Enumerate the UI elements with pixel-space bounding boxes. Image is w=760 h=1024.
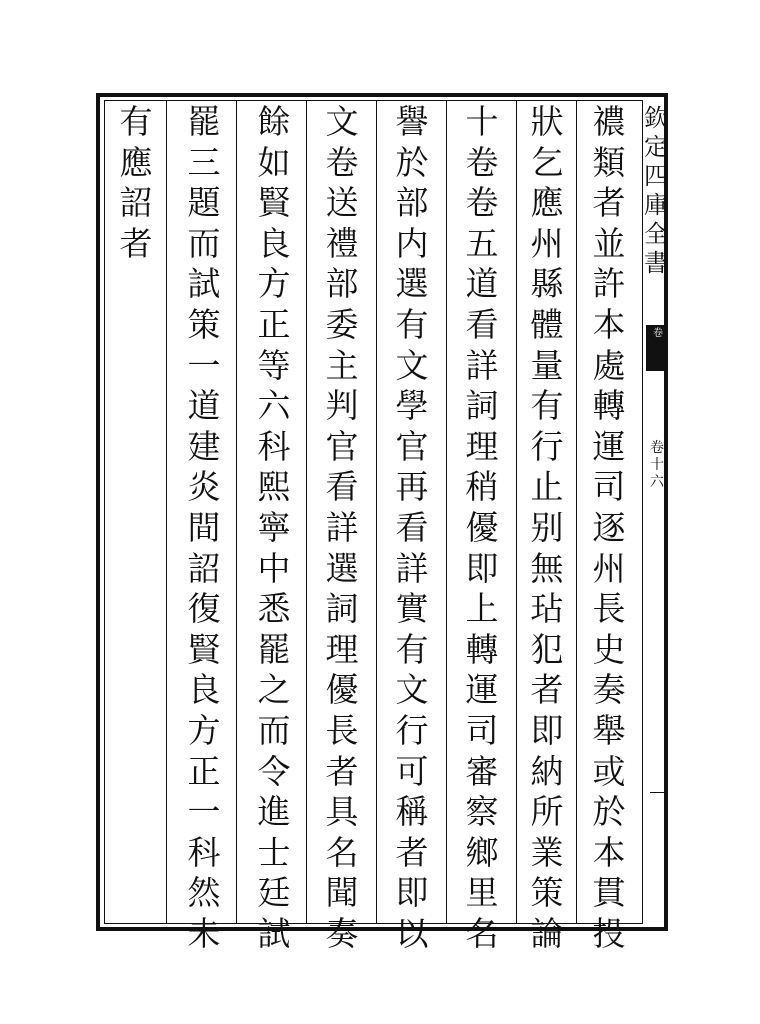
glyph: 禮 (325, 223, 359, 263)
glyph: 玷 (530, 589, 564, 629)
glyph: 所 (530, 792, 564, 832)
glyph: 復 (187, 589, 221, 629)
glyph: 一 (187, 792, 221, 832)
glyph: 應 (530, 183, 564, 223)
glyph: 正 (187, 751, 221, 791)
glyph: 即 (465, 548, 499, 588)
glyph: 有 (530, 386, 564, 426)
glyph: 狀 (530, 102, 564, 141)
glyph: 者 (395, 832, 429, 872)
glyph: 六 (257, 386, 291, 426)
glyph: 科 (187, 832, 221, 872)
glyph: 進 (257, 792, 291, 832)
glyph: 於 (395, 142, 429, 182)
glyph: 看 (395, 507, 429, 547)
glyph: 令 (257, 751, 291, 791)
glyph: 運 (592, 426, 626, 466)
glyph: 禯 (592, 102, 626, 141)
glyph: 史 (592, 629, 626, 669)
glyph: 全 (644, 220, 668, 248)
text-column-3 (454, 102, 510, 953)
glyph: 者 (325, 751, 359, 791)
glyph: 策 (530, 873, 564, 913)
glyph: 詳 (465, 345, 499, 385)
glyph: 即 (530, 710, 564, 750)
glyph: 稱 (395, 792, 429, 832)
glyph: 詳 (325, 507, 359, 547)
glyph: 以 (395, 913, 429, 953)
glyph: 主 (325, 345, 359, 385)
glyph: 稍 (465, 467, 499, 507)
glyph: 譽 (395, 102, 429, 141)
glyph: 轉 (465, 629, 499, 669)
glyph: 官 (395, 426, 429, 466)
glyph: 三 (187, 142, 221, 182)
glyph: 詔 (187, 548, 221, 588)
glyph: 欽 (644, 104, 668, 132)
glyph: 文 (395, 670, 429, 710)
glyph: 文 (395, 345, 429, 385)
juan-number (646, 440, 668, 491)
glyph: 一 (187, 345, 221, 385)
glyph: 司 (592, 467, 626, 507)
glyph: 聞 (325, 873, 359, 913)
glyph: 之 (257, 670, 291, 710)
glyph: 罷 (257, 629, 291, 669)
column-rule (376, 100, 377, 924)
glyph: 卷 (465, 142, 499, 182)
glyph: 四 (644, 162, 668, 190)
glyph: 本 (592, 304, 626, 344)
glyph: 科 (257, 426, 291, 466)
glyph: 詞 (465, 386, 499, 426)
glyph: 賢 (257, 183, 291, 223)
glyph: 良 (257, 223, 291, 263)
glyph: 上 (465, 589, 499, 629)
glyph: 試 (187, 264, 221, 304)
glyph: 乞 (530, 142, 564, 182)
glyph: 中 (257, 548, 291, 588)
glyph: 優 (325, 670, 359, 710)
glyph: 詞 (325, 589, 359, 629)
text-column-5 (314, 102, 370, 953)
glyph: 體 (530, 304, 564, 344)
text-column-7 (176, 102, 232, 953)
text-column-8 (108, 102, 164, 922)
text-column-1 (581, 102, 637, 953)
glyph: 文 (325, 102, 359, 141)
glyph: 應 (119, 142, 153, 182)
glyph: 建 (187, 426, 221, 466)
glyph: 罷 (187, 102, 221, 141)
glyph: 正 (257, 304, 291, 344)
glyph: 而 (257, 710, 291, 750)
glyph: 如 (257, 142, 291, 182)
glyph: 有 (395, 304, 429, 344)
glyph: 類 (592, 142, 626, 182)
glyph: 判 (325, 386, 359, 426)
column-rule (516, 100, 517, 924)
glyph: 犯 (530, 629, 564, 669)
glyph: 官 (325, 426, 359, 466)
glyph: 里 (465, 873, 499, 913)
glyph: 有 (395, 629, 429, 669)
glyph: 書 (644, 249, 668, 277)
glyph: 看 (465, 304, 499, 344)
glyph: 縣 (530, 264, 564, 304)
glyph: 實 (395, 589, 429, 629)
glyph: 卷 (325, 142, 359, 182)
glyph: 别 (530, 507, 564, 547)
glyph: 良 (187, 670, 221, 710)
glyph: 優 (465, 507, 499, 547)
glyph: 即 (395, 873, 429, 913)
glyph: 道 (465, 264, 499, 304)
column-rule (446, 100, 447, 924)
glyph: 長 (592, 589, 626, 629)
glyph: 再 (395, 467, 429, 507)
column-rule (306, 100, 307, 924)
text-column-2 (519, 102, 575, 953)
glyph: 於 (592, 792, 626, 832)
glyph: 十 (465, 102, 499, 141)
glyph: 方 (257, 264, 291, 304)
glyph: 逐 (592, 507, 626, 547)
glyph: 理 (325, 629, 359, 669)
glyph: 業 (530, 832, 564, 872)
glyph: 部 (325, 264, 359, 304)
glyph: 無 (530, 548, 564, 588)
glyph: 察 (465, 792, 499, 832)
glyph: 行 (395, 710, 429, 750)
glyph: 貫 (592, 873, 626, 913)
glyph: 策 (187, 304, 221, 344)
glyph: 轉 (592, 386, 626, 426)
glyph: 方 (187, 710, 221, 750)
glyph: 選 (325, 548, 359, 588)
glyph: 具 (325, 792, 359, 832)
glyph: 廷 (257, 873, 291, 913)
glyph: 名 (465, 913, 499, 953)
glyph: 州 (592, 548, 626, 588)
glyph: 部 (395, 183, 429, 223)
glyph: 詳 (395, 548, 429, 588)
glyph: 定 (644, 133, 668, 161)
book-title (644, 104, 668, 278)
glyph: 長 (325, 710, 359, 750)
glyph: 審 (465, 751, 499, 791)
text-column-4 (384, 102, 440, 953)
glyph: 内 (395, 223, 429, 263)
glyph: 奏 (592, 670, 626, 710)
column-rule (576, 100, 577, 924)
glyph: 然 (187, 873, 221, 913)
glyph: 送 (325, 183, 359, 223)
glyph: 十 (650, 457, 664, 473)
glyph: 士 (257, 832, 291, 872)
glyph: 鄉 (465, 832, 499, 872)
glyph: 悉 (257, 589, 291, 629)
glyph: 卷 (650, 440, 664, 456)
column-rule (166, 100, 167, 924)
text-column-6 (246, 102, 302, 953)
glyph: 理 (465, 426, 499, 466)
glyph: 題 (187, 183, 221, 223)
glyph: 熙 (257, 467, 291, 507)
glyph: 學 (395, 386, 429, 426)
glyph: 寧 (257, 507, 291, 547)
glyph: 試 (257, 913, 291, 953)
glyph: 舉 (592, 710, 626, 750)
glyph: 運 (465, 670, 499, 710)
margin-tick (650, 792, 666, 793)
column-rule (236, 100, 237, 924)
glyph: 司 (465, 710, 499, 750)
glyph: 炎 (187, 467, 221, 507)
glyph: 並 (592, 223, 626, 263)
glyph: 選 (395, 264, 429, 304)
glyph: 等 (257, 345, 291, 385)
glyph: 委 (325, 304, 359, 344)
fishtail-mark (646, 325, 666, 371)
glyph: 間 (187, 507, 221, 547)
glyph: 行 (530, 426, 564, 466)
glyph: 者 (530, 670, 564, 710)
glyph: 賢 (187, 629, 221, 669)
fishtail-label: 卷 (650, 327, 662, 337)
glyph: 量 (530, 345, 564, 385)
glyph: 卷 (465, 183, 499, 223)
glyph: 有 (119, 102, 153, 141)
glyph: 本 (592, 832, 626, 872)
glyph: 可 (395, 751, 429, 791)
glyph: 許 (592, 264, 626, 304)
glyph: 止 (530, 467, 564, 507)
glyph: 未 (187, 913, 221, 953)
glyph: 五 (465, 223, 499, 263)
glyph: 名 (325, 832, 359, 872)
glyph: 而 (187, 223, 221, 263)
glyph: 六 (650, 474, 664, 490)
glyph: 庫 (644, 191, 668, 219)
glyph: 投 (592, 913, 626, 953)
glyph: 州 (530, 223, 564, 263)
glyph: 看 (325, 467, 359, 507)
glyph: 或 (592, 751, 626, 791)
glyph: 者 (592, 183, 626, 223)
glyph: 詔 (119, 183, 153, 223)
glyph: 處 (592, 345, 626, 385)
glyph: 論 (530, 913, 564, 953)
glyph: 餘 (257, 102, 291, 141)
glyph: 奏 (325, 913, 359, 953)
glyph: 道 (187, 386, 221, 426)
glyph: 者 (119, 223, 153, 263)
glyph: 納 (530, 751, 564, 791)
